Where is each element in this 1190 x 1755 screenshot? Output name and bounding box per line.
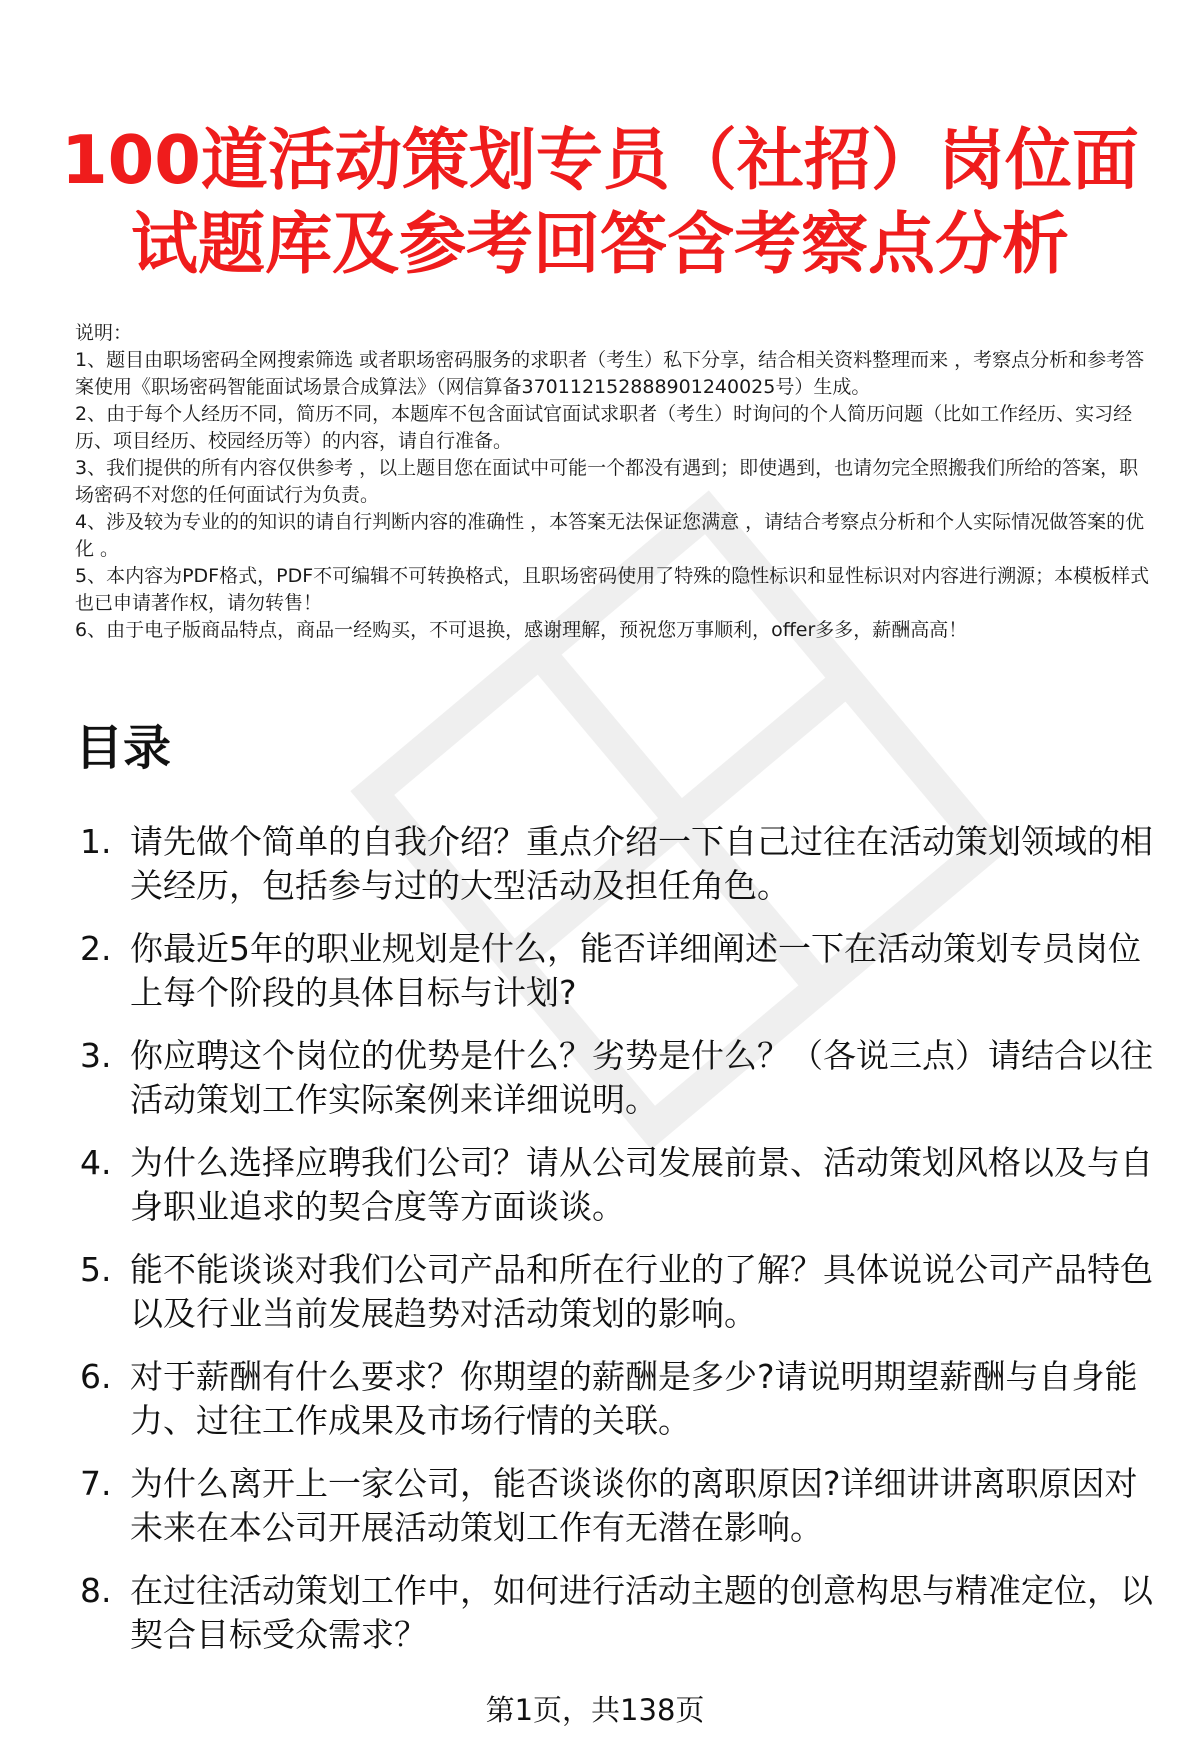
toc-item-text: 能不能谈谈对我们公司产品和所在行业的了解？具体说说公司产品特色以及行业当前发展趋势对活动策划的影响。 [130,1250,1153,1333]
toc-item-text: 为什么离开上一家公司，能否谈谈你的离职原因?详细讲讲离职原因对未来在本公司开展活动策划工作有无潜在影响。 [130,1464,1138,1547]
notes-label: 说明： [75,322,133,344]
toc-item-number: 4. [80,1143,112,1182]
toc-list [78,820,1168,1676]
toc-item-text: 请先做个简单的自我介绍？重点介绍一下自己过往在活动策划领域的相关经历，包括参与过的大型活动及担任角色。 [130,822,1153,905]
toc-item-text: 为什么选择应聘我们公司？请从公司发展前景、活动策划风格以及与自身职业追求的契合度等方面谈谈。 [130,1143,1153,1226]
toc-item-number: 5. [80,1250,112,1289]
toc-item-text: 对于薪酬有什么要求？你期望的薪酬是多少?请说明期望薪酬与自身能力、过往工作成果及市场行情的关联。 [130,1357,1138,1440]
toc-item[interactable] [78,1141,1168,1229]
toc-item-text: 在过往活动策划工作中，如何进行活动主题的创意构思与精准定位，以契合目标受众需求？ [130,1571,1153,1654]
toc-item-number: 2. [80,929,112,968]
page-number: 第1页，共138页 [485,1693,705,1727]
note-item: 1、题目由职场密码全网搜索筛选 或者职场密码服务的求职者（考生）私下分享，结合相关资料整理而来 ，考察点分析和参考答案使用《职场密码智能面试场景合成算法》（网信算备370112152888901240025号）生成。 [75,349,1145,398]
note-item: 2、由于每个人经历不同，简历不同，本题库不包含面试官面试求职者（考生）时询问的个人简历问题（比如工作经历、实习经历、项目经历、校园经历等）的内容，请自行准备。 [75,403,1133,452]
toc-item[interactable] [78,820,1168,908]
note-item: 3、我们提供的所有内容仅供参考 ，以上题目您在面试中可能一个都没有遇到；即使遇到，也请勿完全照搬我们所给的答案，职场密码不对您的任何面试行为负责。 [75,457,1139,506]
note-item: 5、本内容为PDF格式，PDF不可编辑不可转换格式，且职场密码使用了特殊的隐性标识和显性标识对内容进行溯源；本模板样式也已申请著作权，请勿转售！ [75,565,1150,614]
toc-item[interactable] [78,927,1168,1015]
note-item: 6、由于电子版商品特点，商品一经购买，不可退换，感谢理解，预祝您万事顺利，offer多多，薪酬高高！ [75,619,968,641]
toc-item[interactable] [78,1034,1168,1122]
page-title: 100道活动策划专员（社招）岗位面试题库及参考回答含考察点分析 [61,121,1139,283]
note-item: 4、涉及较为专业的的知识的请自行判断内容的准确性 ，本答案无法保证您满意 ，请结合考察点分析和个人实际情况做答案的优化 。 [75,511,1145,560]
toc-item[interactable] [78,1355,1168,1443]
toc-item-number: 6. [80,1357,112,1396]
toc-item[interactable] [78,1569,1168,1657]
toc-item-number: 3. [80,1036,112,1075]
toc-item-text: 你应聘这个岗位的优势是什么？劣势是什么？（各说三点）请结合以往活动策划工作实际案例来详细说明。 [130,1036,1153,1119]
toc-item-number: 1. [80,822,112,861]
toc-item[interactable] [78,1248,1168,1336]
toc-item-number: 8. [80,1571,112,1610]
notes-section [75,320,1155,644]
toc-item[interactable] [78,1462,1168,1550]
toc-item-text: 你最近5年的职业规划是什么，能否详细阐述一下在活动策划专员岗位上每个阶段的具体目标与计划? [130,929,1141,1012]
toc-item-number: 7. [80,1464,112,1503]
toc-heading: 目录 [75,720,172,776]
